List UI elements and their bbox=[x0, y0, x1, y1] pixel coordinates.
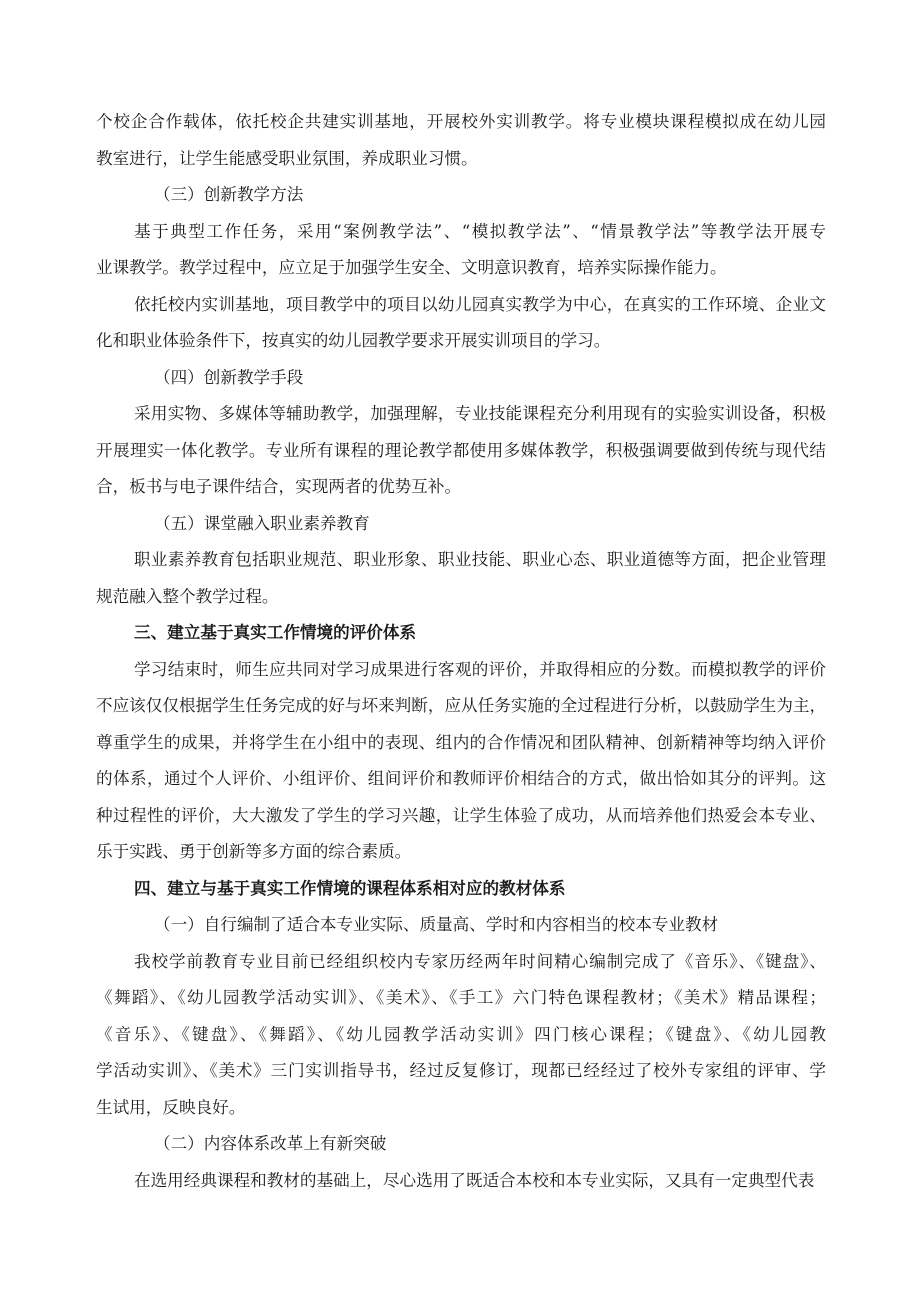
paragraph-line: 规范融入整个教学过程。 bbox=[96, 586, 279, 606]
subsection-heading: （四）创新教学手段 bbox=[154, 367, 304, 387]
paragraph-line: 化和职业体验条件下，按真实的幼儿园教学要求开展实训项目的学习。 bbox=[96, 331, 611, 350]
paragraph-line: 尊重学生的成果，并将学生在小组中的表现、组内的合作情况和团队精神、创新精神等均纳入评价 bbox=[96, 732, 826, 752]
subsection-heading: （二）内容体系改革上有新突破 bbox=[154, 1134, 387, 1153]
subsection-heading: （五）课堂融入职业素养教育 bbox=[154, 513, 370, 533]
paragraph-line: 开展理实一体化教学。专业所有课程的理论教学都使用多媒体教学，积极强调要做到传统与现代结 bbox=[96, 440, 826, 460]
paragraph-line: 教室进行，让学生能感受职业氛围，养成职业习惯。 bbox=[96, 148, 478, 168]
paragraph-line: 不应该仅仅根据学生任务完成的好与坏来判断，应从任务实施的全过程进行分析，以鼓励学生为主， bbox=[96, 696, 827, 715]
paragraph-line: 生试用，反映良好。 bbox=[96, 1097, 246, 1117]
subsection-heading: （三）创新教学方法 bbox=[154, 185, 304, 204]
paragraph-line: 乐于实践、勇于创新等多方面的综合素质。 bbox=[96, 842, 412, 861]
paragraph-line: 职业素养教育包括职业规范、职业形象、职业技能、职业心态、职业道德等方面，把企业管理 bbox=[134, 550, 826, 569]
paragraph-line: 采用实物、多媒体等辅助教学，加强理解，专业技能课程充分利用现有的实验实训设备，积极 bbox=[134, 404, 826, 423]
paragraph-line: 的体系，通过个人评价、小组评价、组间评价和教师评价相结合的方式，做出恰如其分的评判。这 bbox=[96, 769, 826, 788]
paragraph-line: 依托校内实训基地，项目教学中的项目以幼儿园真实教学为中心，在真实的工作环境、企业文 bbox=[134, 294, 826, 314]
paragraph-line: 种过程性的评价，大大激发了学生的学习兴趣，让学生体验了成功，从而培养他们热爱会本专业、 bbox=[96, 805, 826, 825]
paragraph-line: 《舞蹈》、《幼儿园教学活动实训》、《美术》、《手工》六门特色课程教材；《美术》精品课程； bbox=[96, 988, 826, 1007]
paragraph-line: 在选用经典课程和教材的基础上，尽心选用了既适合本校和本专业实际，又具有一定典型代表 bbox=[134, 1170, 815, 1190]
paragraph-line: 业课教学。教学过程中，应立足于加强学生安全、文明意识教育，培养实际操作能力。 bbox=[96, 258, 727, 277]
section-heading: 三、建立基于真实工作情境的评价体系 bbox=[134, 623, 417, 642]
subsection-heading: （一）自行编制了适合本专业实际、质量高、学时和内容相当的校本专业教材 bbox=[154, 915, 719, 934]
document-page bbox=[96, 104, 826, 1199]
paragraph-line: 基于典型工作任务，采用“案例教学法”、“模拟教学法”、“情景教学法”等教学法开展专 bbox=[134, 221, 826, 241]
paragraph-line: 学习结束时，师生应共同对学习成果进行客观的评价，并取得相应的分数。而模拟教学的评价 bbox=[134, 659, 826, 679]
paragraph-line: 合，板书与电子课件结合，实现两者的优势互补。 bbox=[96, 477, 462, 496]
paragraph-line: 学活动实训》、《美术》三门实训指导书，经过反复修订，现都已经经过了校外专家组的评审、学 bbox=[96, 1061, 826, 1080]
paragraph-line: 个校企合作载体，依托校企共建实训基地，开展校外实训教学。将专业模块课程模拟成在幼儿园 bbox=[96, 112, 826, 131]
section-heading: 四、建立与基于真实工作情境的课程体系相对应的教材体系 bbox=[134, 878, 566, 898]
paragraph-line: 我校学前教育专业目前已经组织校内专家历经两年时间精心编制完成了《音乐》、《键盘》、 bbox=[134, 951, 826, 971]
paragraph-line: 《音乐》、《键盘》、《舞蹈》、《幼儿园教学活动实训》四门核心课程；《键盘》、《幼儿园教 bbox=[96, 1024, 826, 1044]
